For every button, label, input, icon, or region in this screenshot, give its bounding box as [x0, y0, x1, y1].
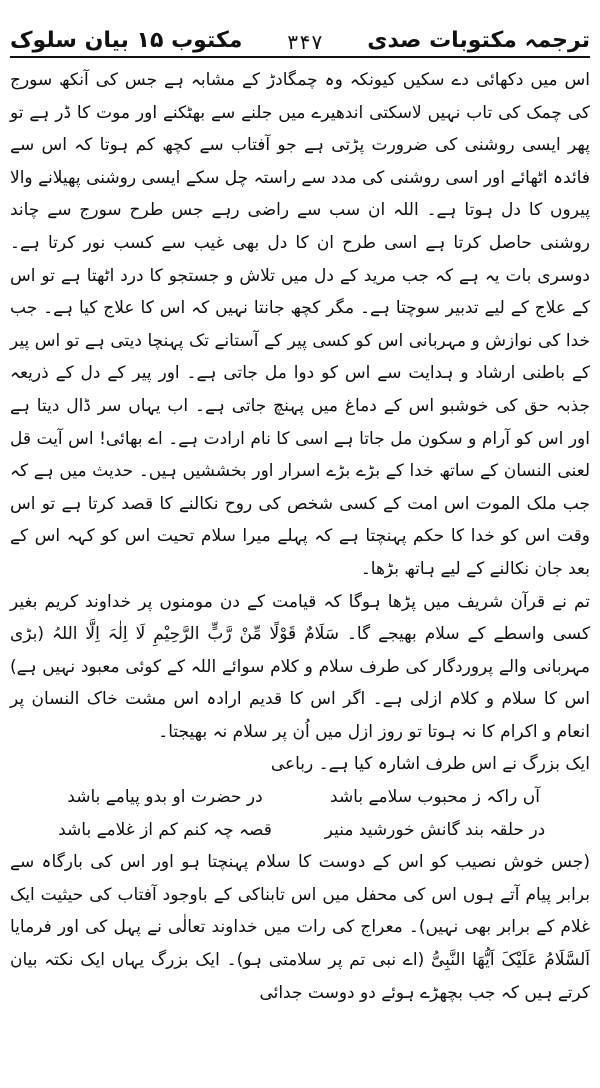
paragraph: ایک بزرگ نے اس طرف اشارہ کیا ہے۔ رباعی: [270, 754, 590, 775]
letter-title: مکتوب ۱۵ بیان سلوک: [10, 28, 243, 53]
verse-line: آں راکہ ز محبوب سلامے باشد: [330, 787, 540, 808]
paragraph: (جس خوش نصیب کو اس کے دوست کا سلام پہنچتا ہو اور اس کی بارگاہ سے برابر پیام آتے ہوں اس کی محفل میں اس تابناکی کے باوجود آفتاب کی حیثیت ایک غلام کے برابر بھی نہیں)۔ معراج کی رات میں خداوند تعالٰی نے پہل کی اور فرمایا اَلسَّلَامُ عَلَیْکَ اَیُّھَا النَّبِیُّ (اے نبی تم پر سلامتی ہو)۔ ایک بزرگ یہاں ایک نکتہ بیان کرتے ہیں کہ جب بچھڑے ہوئے دو دوست جدائی: [10, 852, 590, 1003]
header-rule: [10, 56, 590, 58]
verse-line: قصہ چہ کنم کم از غلامے باشد: [58, 819, 272, 840]
page-body: [10, 64, 590, 1009]
verse-line: در حلقہ بند گانش خورشید منیر: [324, 819, 546, 840]
paragraph: اس میں دکھائی دے سکیں کیونکہ وہ چمگادڑ کے مشابہ ہے جس کی آنکھ سورج کی چمک کی تاب نہیں لاسکتی اندھیرے میں جلنے سے بھٹکنے اور موت کا ڈر ہے تو پھر ایسی روشنی کی ضرورت پڑتی ہے جو آفتاب سے کچھ کم ہوتا کہ اس سے فائدہ اٹھائے اور اسی روشنی کی مدد سے راستہ چل سکے ایسی روشنی پھیلانے والا پیروں کا دل ہوتا ہے۔ اللہ ان سب سے راضی رہے جس طرح سورج سے چاند روشنی حاصل کرتا ہے اسی طرح ان کا دل بھی غیب سے کسب نور کرتا ہے۔ دوسری بات یہ ہے کہ جب مرید کے دل میں تلاش و جستجو کا درد اٹھتا ہے تو اس کے علاج کے لیے تدبیر سوچتا ہے۔ مگر کچھ جانتا نہیں کہ اس کا علاج کیا ہے۔ جب خدا کی نوازش و مہربانی اس کو کسی پیر کے آستانے تک پہنچا دیتی ہے تو اس پیر کے باطنی ارشاد و ہدایت سے اس کو دوا مل جاتی ہے۔ اور پیر کے دل کے ذریعہ جذبہ حق کی خوشبو اس کے دماغ میں پہنچ جاتی ہے۔ اب یہاں سر ڈال دیتا ہے اور اس کو آرام و سکون مل جاتا ہے اسی کا نام ارادت ہے۔ اے بھائی! اس آیت قل لعنی النسان کے ساتھ خدا کے بڑے بڑے اسرار اور بخششیں ہیں۔ حدیث میں ہے کہ جب ملک الموت اس امت کے کسی شخص کی روح نکالنے کا قصد کرتا ہے تو اس وقت اس کو خدا کا حکم پہنچتا ہے کہ پہلے میرا سلام تحیت اس کو کہہ اس کے بعد جان نکالنے کے لیے ہاتھ بڑھا۔: [10, 70, 590, 579]
book-title: ترجمہ مکتوبات صدی: [367, 28, 590, 53]
persian-quatrain: [10, 781, 590, 846]
paragraph: تم نے قرآن شریف میں پڑھا ہوگا کہ قیامت کے دن مومنوں پر خداوند کریم بغیر کسی واسطے کے سلام بھیجے گا۔ سَلَامٌ قَوْلًا مِّنْ رَّبٍّ الرَّحِیْمِ لَا اِلٰہَ اِلَّا اللہُ (بڑی مہربانی والے پروردگار کی طرف سلام و کلام سوائے اللہ کے کوئی معبود نہیں ہے) اس کا سلام و کلام ازلی ہے۔ اگر اس کا قدیم ارادہ اس مشت خاک النسان پر انعام و اکرام کا نہ ہوتا تو روز ازل میں اُن پر سلام نہ بھیجتا۔: [10, 591, 590, 742]
page-number: ۳۴۷: [286, 30, 323, 54]
verse-line: در حضرت او بدو پیامے باشد: [67, 787, 263, 808]
page-header: [10, 8, 590, 52]
